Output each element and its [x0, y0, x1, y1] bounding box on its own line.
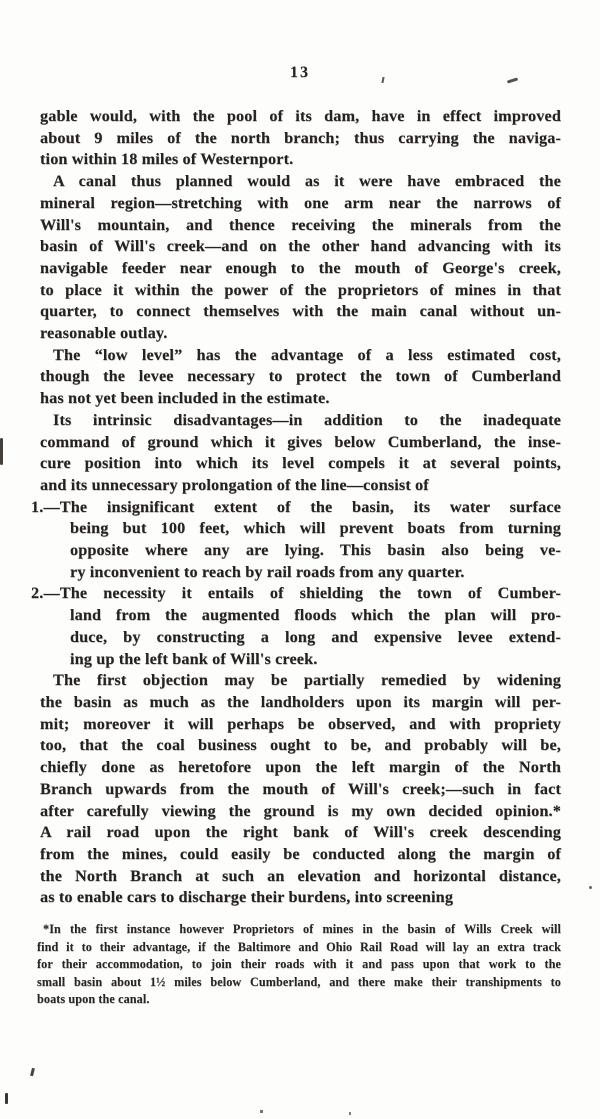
text-line: A rail road upon the right bank of Will's creek descending: [40, 823, 561, 842]
list-item: [31, 497, 561, 584]
scan-mark-bottom-edge: [5, 1093, 8, 1104]
list-item: [31, 583, 561, 670]
scan-mark-left-margin: [0, 438, 3, 465]
text-line: Will's mountain, and thence receiving the minerals from the: [40, 215, 561, 234]
text-line: cure position into which its level compels it at several points,: [40, 454, 561, 473]
text-line: mit; moreover it will perhaps be observed, and with propriety: [40, 714, 561, 733]
text-line: being but 100 feet, which will prevent boats from turning: [70, 519, 561, 538]
text-line: gable would, with the pool of its dam, have in effect improved: [40, 107, 561, 125]
text-line: too, that the coal business ought to be, and probably will be,: [40, 736, 561, 755]
paragraph: [40, 345, 561, 410]
text-line: has not yet been included in the estimate.: [40, 389, 330, 408]
text-line: and its unnecessary prolongation of the line—consist of: [40, 475, 429, 494]
text-line: though the levee necessary to protect the town of Cumberland: [40, 367, 561, 386]
text-line: to place it within the power of the proprietors of mines in that: [40, 280, 561, 299]
paragraph: [40, 171, 561, 345]
text-line: reasonable outlay.: [40, 324, 168, 343]
text-line: 2.—The necessity it entails of shielding the town of Cumber-: [31, 584, 561, 603]
text-line: about 9 miles of the north branch; thus carrying the naviga-: [40, 128, 561, 147]
text-line: from the mines, could easily be conducted along the margin of: [40, 844, 561, 863]
scan-speck-bottom-2: [349, 1112, 351, 1115]
text-line: basin of Will's creek—and on the other hand advancing with its: [40, 237, 561, 256]
paragraph: [40, 410, 561, 497]
text-line: after carefully viewing the ground is my own decided opinion.*: [40, 801, 561, 820]
paragraph: [40, 106, 561, 171]
text-line: The “low level” has the advantage of a less estimated cost,: [53, 345, 561, 364]
text-line: ing up the left bank of Will's creek.: [70, 649, 318, 668]
text-line: chiefly done as heretofore upon the left margin of the North: [40, 758, 561, 777]
scan-speck-right: [589, 886, 592, 889]
text-line: mineral region—stretching with one arm near the narrows of: [40, 193, 561, 212]
text-line: the North Branch at such an elevation and horizontal distance,: [40, 866, 561, 885]
text-line: navigable feeder near enough to the mouth of George's creek,: [40, 258, 561, 277]
footnote-line: for their accommodation, to join their roads with it and pass upon that work to the: [37, 957, 561, 972]
footnote: [37, 921, 561, 1009]
text-line: command of ground which it gives below Cumberland, the inse-: [40, 432, 561, 451]
text-line: 1.—The insignificant extent of the basin, its water surface: [31, 497, 561, 516]
scan-speck-bottom-1: [260, 1110, 263, 1113]
text-line: land from the augmented floods which the plan will pro-: [70, 606, 561, 625]
text-line: ry inconvenient to reach by rail roads from any quarter.: [70, 562, 465, 581]
text-line: as to enable cars to discharge their burdens, into screening: [40, 888, 454, 907]
body-text: [31, 106, 561, 909]
text-line: duce, by constructing a long and expensive levee extend-: [70, 627, 561, 646]
text-line: opposite where any are lying. This basin also being ve-: [70, 541, 561, 560]
text-line: quarter, to connect themselves with the main canal without un-: [40, 302, 561, 321]
footnote-line: find it to their advantage, if the Baltimore and Ohio Rail Road will lay an extra track: [37, 939, 561, 954]
scan-mark-bottom-left: [30, 1068, 34, 1076]
text-line: The first objection may be partially remedied by widening: [53, 671, 561, 690]
page-number: 13: [290, 64, 310, 81]
text-line: tion within 18 miles of Westernport.: [40, 150, 294, 169]
footnote-line: small basin about 1½ miles below Cumberland, and there make their transhipments to: [37, 974, 561, 989]
paragraph: [40, 670, 561, 909]
text-line: Its intrinsic disadvantages—in addition to the inadequate: [53, 410, 561, 429]
text-line: A canal thus planned would as it were have embraced the: [53, 172, 561, 191]
footnote-line: *In the first instance however Proprietors of mines in the basin of Wills Creek will: [43, 922, 561, 936]
footnote-line: boats upon the canal.: [37, 992, 150, 1007]
text-line: Branch upwards from the mouth of Will's creek;—such in fact: [40, 779, 561, 798]
text-line: the basin as much as the landholders upon its margin will per-: [40, 692, 561, 711]
